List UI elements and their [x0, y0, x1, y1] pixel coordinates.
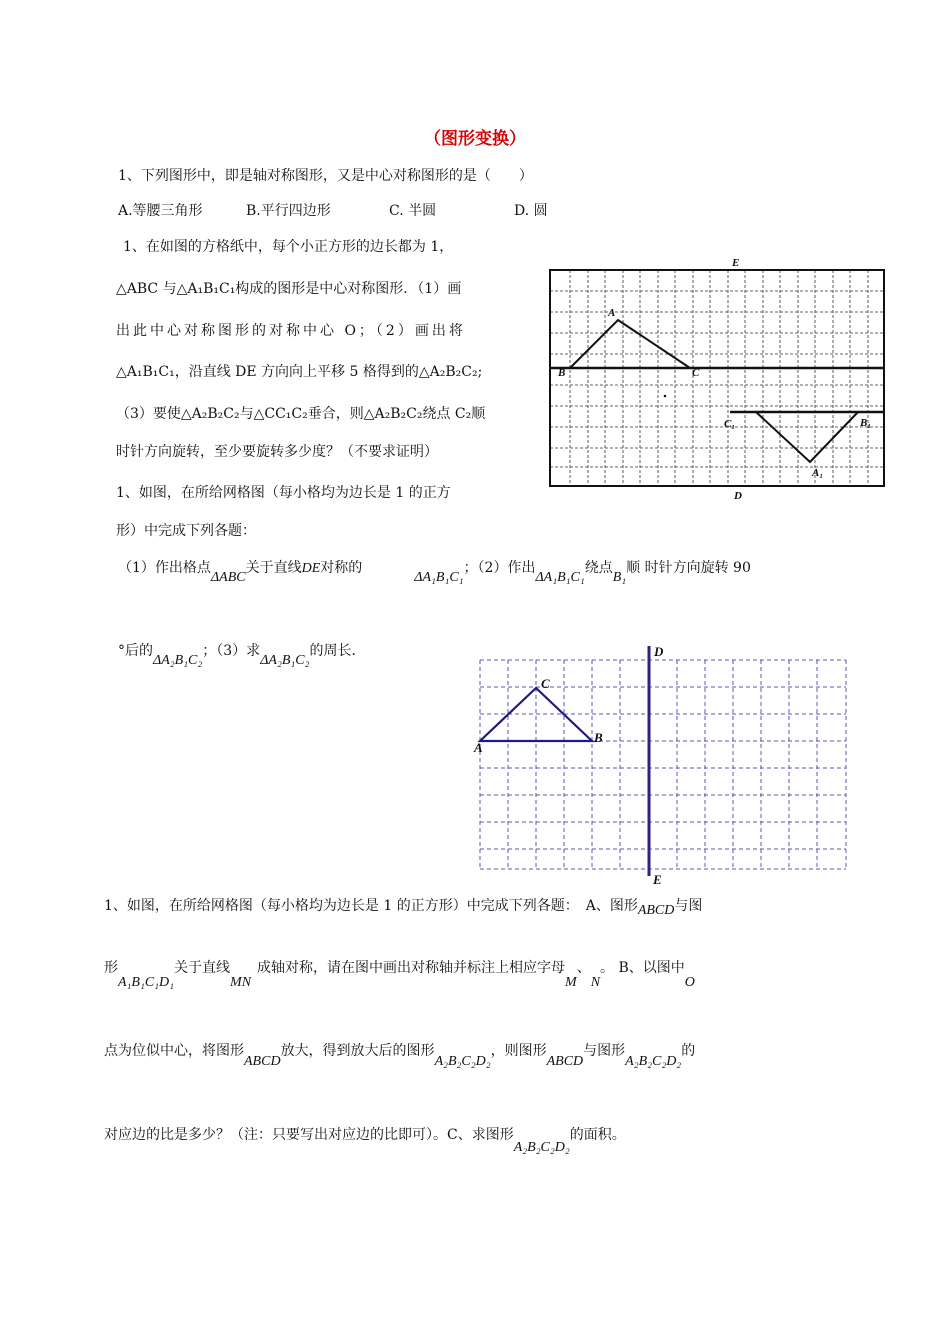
dot-mark	[664, 395, 667, 398]
label-b1: B₁	[860, 417, 872, 429]
label-c-q3: C	[541, 676, 550, 691]
q2-line-3: 出此中心对称图形的对称中心 O；（2）画出将	[116, 323, 466, 339]
label-a-q3: A	[474, 740, 483, 755]
q2-grid-lines	[550, 270, 884, 486]
q3-line-4: °后的ΔA₂B₁C₂；（3）求ΔA₂B₁C₂的周长．	[118, 643, 366, 668]
label-a: A	[608, 307, 616, 319]
q3-grid-lines	[480, 660, 846, 869]
label-a1: A₁	[812, 467, 824, 479]
q3-grid-figure	[470, 642, 852, 888]
triangle-a1b1c1	[756, 412, 858, 462]
q1-options	[118, 200, 548, 220]
q2-line-6: 时针方向旋转，至少要旋转多少度？（不要求证明）	[116, 444, 438, 460]
q3-line-3: （1）作出格点ΔABC关于直线DE对称的ΔA₁B₁C₁；（2）作出ΔA₁B₁C₁绕点B₁顺 时针方向旋转 90	[118, 560, 751, 585]
q3-line-2: 形）中完成下列各题：	[116, 523, 256, 539]
label-b-q3: B	[594, 730, 603, 745]
q2-line-2: △ABC 与△A₁B₁C₁构成的图形是中心对称图形．（1）画	[116, 281, 462, 297]
label-c1: C₁	[724, 418, 736, 430]
option-a[interactable]: A.等腰三角形	[118, 203, 203, 219]
label-e-q3: E	[653, 872, 662, 887]
q2-line-4: △A₁B₁C₁，沿直线 DE 方向向上平移 5 格得到的△A₂B₂C₂;	[116, 364, 483, 380]
option-c[interactable]: C. 半圆	[389, 203, 437, 219]
q4-line-1: 1、如图，在所给网格图（每小格均为边长是 1 的正方形）中完成下列各题： A、图形ABCD与图	[104, 898, 703, 918]
q2-line-1: 1、在如图的方格纸中，每个小正方形的边长都为 1，	[123, 239, 454, 255]
page-title: （图形变换）	[424, 129, 526, 149]
q2-grid-figure	[540, 254, 892, 504]
q4-line-4: 对应边的比是多少？（注：只要写出对应边的比即可）。C、求图形A₂B₂C₂D₂的面积。	[104, 1127, 626, 1155]
label-d: D	[734, 490, 742, 502]
q4-line-3: 点为位似中心，将图形ABCD放大，得到放大后的图形A₂B₂C₂D₂，则图形ABCD与图形A₂B₂C₂D₂的	[104, 1043, 696, 1069]
q4-line-2: 形A₁B₁C₁D₁关于直线MN成轴对称，请在图中画出对称轴并标注上相应字母M、N。 B、以图中O	[104, 960, 695, 990]
label-d-q3: D	[654, 644, 664, 659]
label-c: C	[692, 367, 700, 379]
label-b: B	[558, 367, 566, 379]
q2-line-5: （3）要使△A₂B₂C₂与△CC₁C₂垂合，则△A₂B₂C₂绕点 C₂顺	[116, 406, 486, 422]
option-b[interactable]: B.平行四边形	[246, 203, 331, 219]
q1-text: 1、下列图形中，即是轴对称图形，又是中心对称图形的是（ ）	[118, 168, 533, 184]
q2-grid-border	[550, 270, 884, 486]
option-d[interactable]: D. 圆	[514, 203, 548, 219]
q3-line-1: 1、如图，在所给网格图（每小格均为边长是 1 的正方	[116, 485, 451, 501]
label-e: E	[732, 257, 740, 269]
